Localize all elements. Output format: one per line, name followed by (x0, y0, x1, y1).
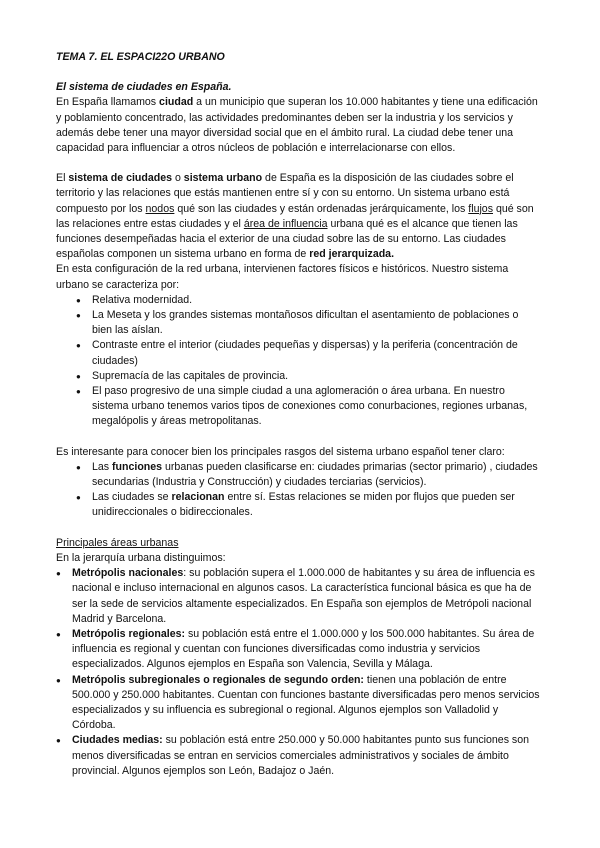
paragraph-configuracion: En esta configuración de la red urbana, intervienen factores físicos e históricos. Nuestro sistema urbano se caracteriza por: (56, 263, 509, 291)
list-item: ● Relativa modernidad. (56, 293, 540, 308)
list-item: ● El paso progresivo de una simple ciudad a una aglomeración o área urbana. En nuestro sistema urbano tenemos varios tipos de conexiones como conurbaciones, regiones urbanas, megalópolis y áreas metropolitanas. (56, 384, 540, 430)
list-item: ● Las funciones urbanas pueden clasificarse en: ciudades primarias (sector primario) , ciudades secundarias (Industria y Construcción) y ciudades terciarias (servicios). (56, 460, 540, 490)
list-item: ● La Meseta y los grandes sistemas montañosos dificultan el asentamiento de poblaciones o bien las aíslan. (56, 308, 540, 338)
list-item: ● Metrópolis nacionales: su población supera el 1.000.000 de habitantes y su área de influencia es nacional e incluso internacional en algunos casos. La característica funcional básica es que ha de ser la sede de servicios altamente especializados. En España son ejemplos de Metrópoli nacional Madrid y Barcelona. (56, 566, 540, 627)
paragraph-sistema-urbano: El sistema de ciudades o sistema urbano de España es la disposición de las ciudades sobre el territorio y las relaciones que estás mantienen entre sí y con su entorno. Un sistema urbano está compuesto por los nodos qué son las ciudades y están ordenadas jerárquicamente, los flujos qué son las relaciones entre estas ciudades y el área de influencia urbana qué es el alcance que tienen las funciones desempeñadas hacia el exterior de una ciudad sobre las de su entorno. Las ciudades españolas componen un sistema urbano en forma de red jerarquizada. (56, 172, 534, 261)
list-item: ● Contraste entre el interior (ciudades pequeñas y dispersas) y la periferia (concentración de ciudades) (56, 338, 540, 368)
list-item: ● Metrópolis regionales: su población está entre el 1.000.000 y los 500.000 habitantes. Su área de influencia es regional y cuentan con funciones diversificadas como industria y servicios especializados. Algunos ejemplos en España son Valencia, Sevilla y Málaga. (56, 627, 540, 673)
areas-list (56, 566, 540, 779)
list-item: ● Metrópolis subregionales o regionales de segundo orden: tienen una población de entre 500.000 y 250.000 habitantes. Cuentan con funciones bastante diversificadas pero menos servicios especializados y su influencia es subregional o regional. Algunos ejemplos son Valladolid y Córdoba. (56, 673, 540, 734)
section-heading-sistema: El sistema de ciudades en España. (56, 81, 232, 94)
list-item: ● Las ciudades se relacionan entre sí. Estas relaciones se miden por flujos que pueden ser unidireccionales o bidireccionales. (56, 490, 540, 520)
rasgos-list (56, 460, 540, 521)
document-page (56, 50, 540, 779)
list-item: ● Ciudades medias: su población está entre 250.000 y 50.000 habitantes punto sus funciones son menos diversificadas se entran en servicios comerciales administrativos y sociales de ámbito provincial. Algunos ejemplos son León, Badajoz o Jaén. (56, 733, 540, 779)
page-title: TEMA 7. EL ESPACI22O URBANO (56, 51, 225, 63)
paragraph-jerarquia: En la jerarquía urbana distinguimos: (56, 551, 226, 564)
list-item: ● Supremacía de las capitales de provincia. (56, 369, 540, 384)
paragraph-ciudad: En España llamamos ciudad a un municipio que superan los 10.000 habitantes y tiene una edificación y poblamiento concentrado, las actividades predominantes deben ser la industria y los servicios y además debe tener una mayor diversidad social que en el ámbito rural. La ciudad debe tener una capacidad para influenciar a otros núcleos de población e interrelacionarse con ellos. (56, 96, 538, 155)
characteristics-list (56, 293, 540, 430)
section-heading-areas: Principales áreas urbanas (56, 536, 179, 549)
paragraph-rasgos: Es interesante para conocer bien los principales rasgos del sistema urbano español tener claro: (56, 445, 505, 458)
